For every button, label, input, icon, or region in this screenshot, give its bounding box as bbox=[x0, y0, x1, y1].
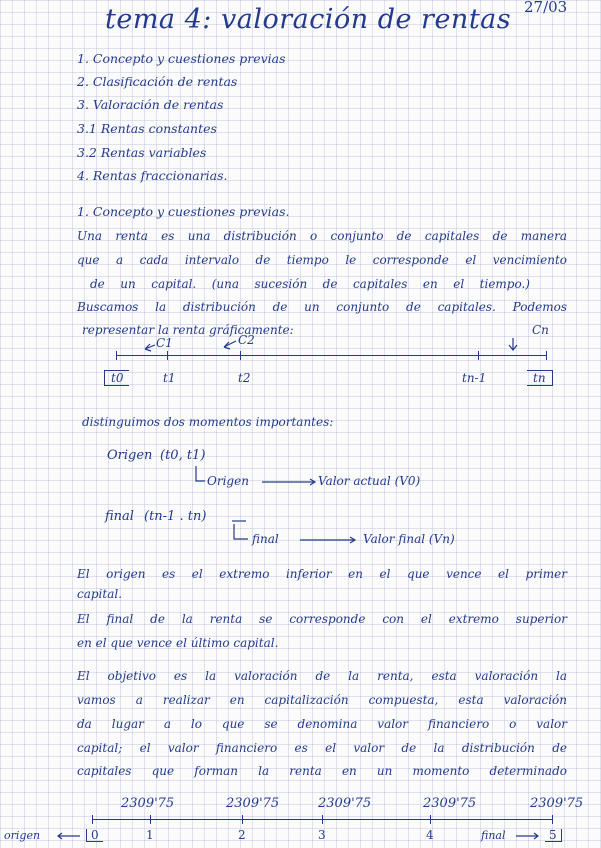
text-line: capital; el valor financiero es el valor de la distribución de bbox=[77, 741, 567, 755]
toc-item: 2. Clasificación de rentas bbox=[77, 74, 238, 89]
period-label: 5 bbox=[545, 829, 562, 842]
amount-label: 2309'75 bbox=[226, 796, 280, 811]
final-value: Valor final (Vn) bbox=[363, 532, 455, 546]
text-line: en el que vence el último capital. bbox=[77, 636, 279, 650]
text-line: distinguimos dos momentos importantes: bbox=[82, 415, 334, 429]
text-line: da lugar a lo que se denomina valor financiero o valor bbox=[77, 717, 567, 731]
text-line: vamos a realizar en capitalización compuesta, esta valoración bbox=[77, 693, 567, 707]
amount-label: 2309'75 bbox=[121, 796, 175, 811]
text-line: capitales que forman la renta en un momento determinado bbox=[77, 764, 567, 778]
date-label: 27/03 bbox=[524, 0, 568, 16]
amount-label: 2309'75 bbox=[530, 796, 584, 811]
origen-label: Origen bbox=[107, 448, 153, 463]
toc-item: 1. Concepto y cuestiones previas bbox=[77, 51, 286, 66]
capital-label: C2 bbox=[238, 333, 255, 347]
text-line: El origen es el extremo inferior en el que vence el primer bbox=[77, 567, 567, 581]
amount-label: 2309'75 bbox=[318, 796, 372, 811]
text-line: El objetivo es la valoración de la renta, esta valoración la bbox=[77, 669, 567, 683]
text-line: capital. bbox=[77, 587, 123, 601]
toc-item: 3. Valoración de rentas bbox=[77, 97, 224, 112]
page-title: tema 4: valoración de rentas bbox=[105, 4, 512, 35]
period-label: 0 bbox=[86, 829, 103, 842]
final-label: final bbox=[105, 509, 134, 524]
final-arrow-label: final bbox=[252, 532, 279, 546]
text-line: Una renta es una distribución o conjunto de capitales de manera bbox=[77, 229, 567, 243]
time-label: t0 bbox=[104, 370, 129, 386]
origen-side-label: origen bbox=[4, 829, 41, 842]
origen-arrow-label: Origen bbox=[207, 474, 249, 488]
origen-value: Valor actual (V0) bbox=[318, 474, 421, 488]
period-label: 4 bbox=[426, 828, 434, 842]
text-line: de un capital. (una sucesión de capitales en el tiempo.) bbox=[90, 277, 530, 291]
text-line: Buscamos la distribución de un conjunto de capitales. Podemos bbox=[77, 300, 567, 314]
toc-item: 3.2 Rentas variables bbox=[77, 145, 207, 160]
time-label: t1 bbox=[163, 371, 176, 385]
period-label: 3 bbox=[318, 828, 326, 842]
text-line: que a cada intervalo de tiempo le corresponde el vencimiento bbox=[77, 253, 567, 267]
time-label: tn-1 bbox=[462, 371, 487, 385]
period-label: 2 bbox=[238, 828, 246, 842]
time-label: tn bbox=[527, 370, 553, 386]
time-label: t2 bbox=[238, 371, 251, 385]
text-line: representar la renta gráficamente: bbox=[82, 323, 294, 337]
final-times: (tn-1 . tn) bbox=[144, 509, 207, 524]
toc-item: 3.1 Rentas constantes bbox=[77, 121, 217, 136]
section-heading: 1. Concepto y cuestiones previas. bbox=[77, 204, 290, 219]
text-line: El final de la renta se corresponde con el extremo superior bbox=[77, 612, 567, 626]
toc-item: 4. Rentas fraccionarias. bbox=[77, 168, 228, 183]
period-label: 1 bbox=[146, 828, 154, 842]
capital-label: Cn bbox=[532, 323, 549, 337]
origen-times: (t0, t1) bbox=[160, 448, 206, 463]
capital-label: C1 bbox=[156, 336, 173, 350]
amount-label: 2309'75 bbox=[423, 796, 477, 811]
final-side-label: final bbox=[481, 829, 506, 842]
